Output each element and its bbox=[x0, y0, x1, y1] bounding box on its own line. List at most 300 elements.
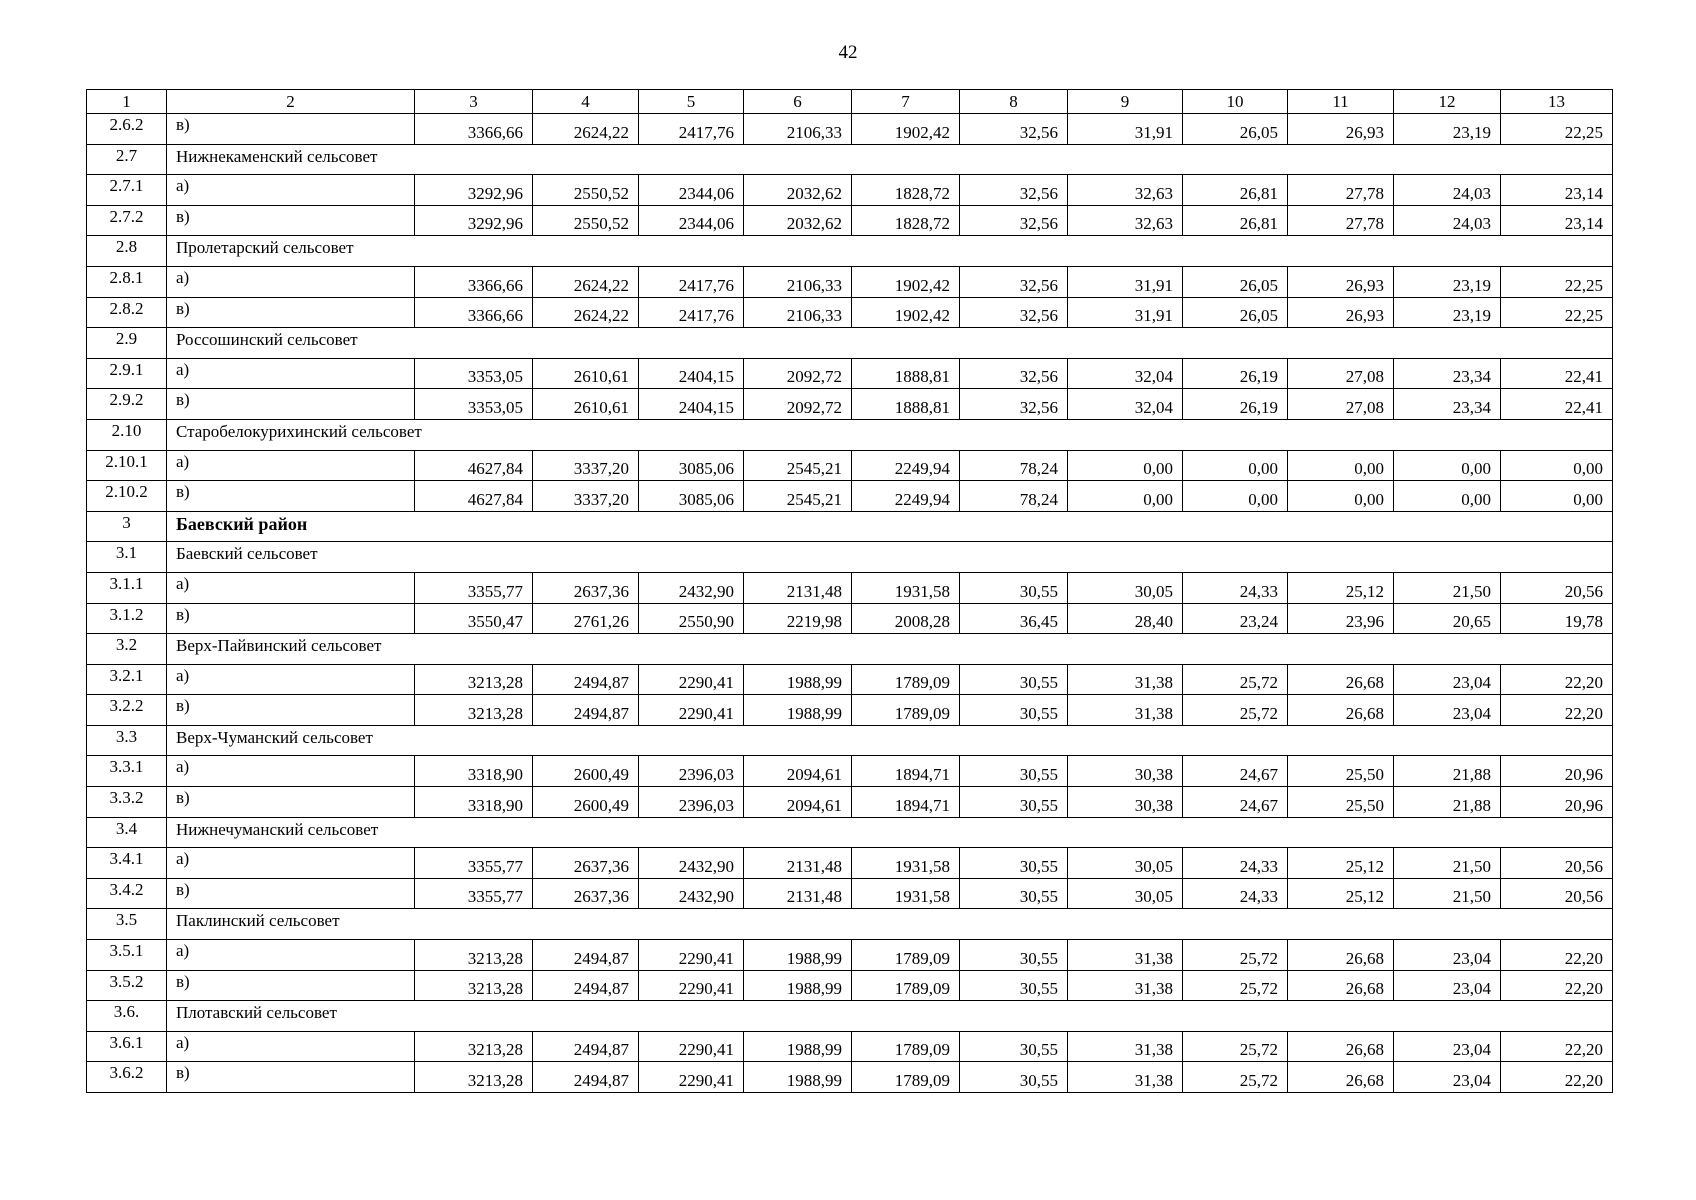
value-cell: 2008,28 bbox=[852, 603, 960, 634]
value-cell: 23,19 bbox=[1394, 266, 1501, 297]
value-cell: 22,41 bbox=[1501, 389, 1613, 420]
row-label: в) bbox=[167, 695, 415, 726]
value-cell: 26,81 bbox=[1183, 175, 1288, 206]
value-cell: 2344,06 bbox=[639, 175, 744, 206]
table-row bbox=[87, 114, 1613, 145]
table-row bbox=[87, 603, 1613, 634]
value-cell: 2417,76 bbox=[639, 114, 744, 145]
value-cell: 2106,33 bbox=[744, 114, 852, 145]
row-code: 3.1.2 bbox=[87, 603, 167, 634]
row-code: 3.1.1 bbox=[87, 572, 167, 603]
value-cell: 28,40 bbox=[1068, 603, 1183, 634]
value-cell: 26,68 bbox=[1288, 1031, 1394, 1062]
value-cell: 24,33 bbox=[1183, 848, 1288, 879]
value-cell: 23,14 bbox=[1501, 205, 1613, 236]
value-cell: 1828,72 bbox=[852, 175, 960, 206]
value-cell: 2404,15 bbox=[639, 358, 744, 389]
value-cell: 2092,72 bbox=[744, 389, 852, 420]
value-cell: 25,72 bbox=[1183, 695, 1288, 726]
value-cell: 2550,52 bbox=[533, 205, 639, 236]
value-cell: 2494,87 bbox=[533, 1062, 639, 1093]
value-cell: 1789,09 bbox=[852, 695, 960, 726]
row-label: в) bbox=[167, 878, 415, 909]
column-number-header: 3 bbox=[415, 90, 533, 114]
value-cell: 21,50 bbox=[1394, 572, 1501, 603]
value-cell: 26,93 bbox=[1288, 297, 1394, 328]
value-cell: 2624,22 bbox=[533, 266, 639, 297]
council-name: Плотавский сельсовет bbox=[167, 1001, 1613, 1032]
table-row bbox=[87, 878, 1613, 909]
value-cell: 3366,66 bbox=[415, 114, 533, 145]
row-label: а) bbox=[167, 940, 415, 971]
value-cell: 30,55 bbox=[960, 878, 1068, 909]
value-cell: 2032,62 bbox=[744, 205, 852, 236]
value-cell: 32,56 bbox=[960, 389, 1068, 420]
value-cell: 32,63 bbox=[1068, 205, 1183, 236]
row-code: 2.10.2 bbox=[87, 481, 167, 512]
value-cell: 22,20 bbox=[1501, 970, 1613, 1001]
value-cell: 32,56 bbox=[960, 358, 1068, 389]
value-cell: 3366,66 bbox=[415, 297, 533, 328]
value-cell: 0,00 bbox=[1501, 450, 1613, 481]
row-code: 2.10 bbox=[87, 419, 167, 450]
value-cell: 23,04 bbox=[1394, 664, 1501, 695]
value-cell: 2624,22 bbox=[533, 114, 639, 145]
table-row bbox=[87, 1062, 1613, 1093]
value-cell: 2404,15 bbox=[639, 389, 744, 420]
value-cell: 27,08 bbox=[1288, 389, 1394, 420]
value-cell: 1988,99 bbox=[744, 940, 852, 971]
value-cell: 31,38 bbox=[1068, 970, 1183, 1001]
value-cell: 20,56 bbox=[1501, 572, 1613, 603]
section-row bbox=[87, 725, 1613, 756]
value-cell: 2290,41 bbox=[639, 970, 744, 1001]
value-cell: 23,19 bbox=[1394, 297, 1501, 328]
value-cell: 32,56 bbox=[960, 297, 1068, 328]
value-cell: 32,04 bbox=[1068, 358, 1183, 389]
value-cell: 2610,61 bbox=[533, 389, 639, 420]
value-cell: 22,20 bbox=[1501, 664, 1613, 695]
value-cell: 2131,48 bbox=[744, 878, 852, 909]
value-cell: 20,96 bbox=[1501, 756, 1613, 787]
value-cell: 21,50 bbox=[1394, 878, 1501, 909]
value-cell: 22,20 bbox=[1501, 1062, 1613, 1093]
value-cell: 24,33 bbox=[1183, 878, 1288, 909]
table-row bbox=[87, 970, 1613, 1001]
value-cell: 2550,90 bbox=[639, 603, 744, 634]
row-code: 2.10.1 bbox=[87, 450, 167, 481]
table-row bbox=[87, 1031, 1613, 1062]
section-row bbox=[87, 634, 1613, 665]
row-code: 3.3 bbox=[87, 725, 167, 756]
value-cell: 31,91 bbox=[1068, 266, 1183, 297]
value-cell: 24,67 bbox=[1183, 756, 1288, 787]
table-row bbox=[87, 572, 1613, 603]
row-code: 3.2.2 bbox=[87, 695, 167, 726]
value-cell: 3337,20 bbox=[533, 450, 639, 481]
value-cell: 26,68 bbox=[1288, 940, 1394, 971]
value-cell: 1988,99 bbox=[744, 970, 852, 1001]
value-cell: 31,38 bbox=[1068, 1062, 1183, 1093]
value-cell: 30,05 bbox=[1068, 878, 1183, 909]
value-cell: 2432,90 bbox=[639, 572, 744, 603]
value-cell: 2494,87 bbox=[533, 1031, 639, 1062]
value-cell: 26,93 bbox=[1288, 114, 1394, 145]
value-cell: 1988,99 bbox=[744, 1031, 852, 1062]
value-cell: 26,05 bbox=[1183, 114, 1288, 145]
row-label: в) bbox=[167, 481, 415, 512]
value-cell: 2092,72 bbox=[744, 358, 852, 389]
value-cell: 26,93 bbox=[1288, 266, 1394, 297]
value-cell: 19,78 bbox=[1501, 603, 1613, 634]
council-name: Старобелокурихинский сельсовет bbox=[167, 419, 1613, 450]
value-cell: 0,00 bbox=[1183, 481, 1288, 512]
value-cell: 30,55 bbox=[960, 756, 1068, 787]
section-row bbox=[87, 419, 1613, 450]
value-cell: 2417,76 bbox=[639, 297, 744, 328]
value-cell: 2637,36 bbox=[533, 572, 639, 603]
section-row bbox=[87, 817, 1613, 848]
section-row bbox=[87, 236, 1613, 267]
value-cell: 30,05 bbox=[1068, 848, 1183, 879]
value-cell: 3213,28 bbox=[415, 940, 533, 971]
value-cell: 22,20 bbox=[1501, 1031, 1613, 1062]
value-cell: 26,68 bbox=[1288, 1062, 1394, 1093]
table-row bbox=[87, 756, 1613, 787]
value-cell: 25,72 bbox=[1183, 1031, 1288, 1062]
value-cell: 3213,28 bbox=[415, 664, 533, 695]
value-cell: 3213,28 bbox=[415, 970, 533, 1001]
value-cell: 1931,58 bbox=[852, 878, 960, 909]
row-code: 2.8.1 bbox=[87, 266, 167, 297]
value-cell: 24,03 bbox=[1394, 205, 1501, 236]
value-cell: 3318,90 bbox=[415, 756, 533, 787]
value-cell: 1902,42 bbox=[852, 114, 960, 145]
value-cell: 1902,42 bbox=[852, 297, 960, 328]
column-number-header: 10 bbox=[1183, 90, 1288, 114]
value-cell: 30,38 bbox=[1068, 787, 1183, 818]
table-row bbox=[87, 695, 1613, 726]
table-row bbox=[87, 787, 1613, 818]
value-cell: 1888,81 bbox=[852, 358, 960, 389]
value-cell: 2131,48 bbox=[744, 848, 852, 879]
row-label: в) bbox=[167, 787, 415, 818]
value-cell: 23,04 bbox=[1394, 940, 1501, 971]
value-cell: 22,20 bbox=[1501, 695, 1613, 726]
value-cell: 0,00 bbox=[1068, 481, 1183, 512]
value-cell: 3292,96 bbox=[415, 205, 533, 236]
row-label: в) bbox=[167, 205, 415, 236]
value-cell: 2094,61 bbox=[744, 787, 852, 818]
value-cell: 3366,66 bbox=[415, 266, 533, 297]
table-row bbox=[87, 175, 1613, 206]
value-cell: 2610,61 bbox=[533, 358, 639, 389]
value-cell: 27,08 bbox=[1288, 358, 1394, 389]
value-cell: 4627,84 bbox=[415, 450, 533, 481]
value-cell: 32,56 bbox=[960, 114, 1068, 145]
council-name: Нижнекаменский сельсовет bbox=[167, 144, 1613, 175]
section-row bbox=[87, 328, 1613, 359]
value-cell: 23,96 bbox=[1288, 603, 1394, 634]
value-cell: 24,67 bbox=[1183, 787, 1288, 818]
value-cell: 21,50 bbox=[1394, 848, 1501, 879]
row-code: 3.6.2 bbox=[87, 1062, 167, 1093]
value-cell: 26,05 bbox=[1183, 266, 1288, 297]
row-code: 2.8 bbox=[87, 236, 167, 267]
council-name: Верх-Чуманский сельсовет bbox=[167, 725, 1613, 756]
column-number-header: 11 bbox=[1288, 90, 1394, 114]
table-row bbox=[87, 389, 1613, 420]
value-cell: 1902,42 bbox=[852, 266, 960, 297]
value-cell: 3337,20 bbox=[533, 481, 639, 512]
value-cell: 3085,06 bbox=[639, 481, 744, 512]
value-cell: 0,00 bbox=[1394, 481, 1501, 512]
value-cell: 2494,87 bbox=[533, 940, 639, 971]
row-code: 3.2.1 bbox=[87, 664, 167, 695]
row-code: 3.2 bbox=[87, 634, 167, 665]
value-cell: 22,20 bbox=[1501, 940, 1613, 971]
value-cell: 22,25 bbox=[1501, 297, 1613, 328]
value-cell: 30,55 bbox=[960, 848, 1068, 879]
header-row bbox=[87, 90, 1613, 114]
value-cell: 3085,06 bbox=[639, 450, 744, 481]
value-cell: 3353,05 bbox=[415, 358, 533, 389]
column-number-header: 1 bbox=[87, 90, 167, 114]
row-code: 3.1 bbox=[87, 542, 167, 573]
value-cell: 27,78 bbox=[1288, 175, 1394, 206]
column-number-header: 7 bbox=[852, 90, 960, 114]
value-cell: 23,04 bbox=[1394, 695, 1501, 726]
row-code: 3.3.2 bbox=[87, 787, 167, 818]
value-cell: 30,55 bbox=[960, 970, 1068, 1001]
row-label: а) bbox=[167, 1031, 415, 1062]
column-number-header: 5 bbox=[639, 90, 744, 114]
value-cell: 0,00 bbox=[1068, 450, 1183, 481]
value-cell: 27,78 bbox=[1288, 205, 1394, 236]
column-number-header: 13 bbox=[1501, 90, 1613, 114]
row-code: 2.7.2 bbox=[87, 205, 167, 236]
value-cell: 1888,81 bbox=[852, 389, 960, 420]
value-cell: 4627,84 bbox=[415, 481, 533, 512]
table-row bbox=[87, 940, 1613, 971]
value-cell: 30,55 bbox=[960, 787, 1068, 818]
value-cell: 25,72 bbox=[1183, 664, 1288, 695]
table-row bbox=[87, 848, 1613, 879]
value-cell: 25,72 bbox=[1183, 1062, 1288, 1093]
value-cell: 30,55 bbox=[960, 664, 1068, 695]
value-cell: 30,55 bbox=[960, 695, 1068, 726]
value-cell: 2219,98 bbox=[744, 603, 852, 634]
value-cell: 3355,77 bbox=[415, 848, 533, 879]
value-cell: 2550,52 bbox=[533, 175, 639, 206]
column-number-header: 2 bbox=[167, 90, 415, 114]
value-cell: 30,05 bbox=[1068, 572, 1183, 603]
value-cell: 1988,99 bbox=[744, 695, 852, 726]
value-cell: 2494,87 bbox=[533, 695, 639, 726]
section-row bbox=[87, 144, 1613, 175]
table-row bbox=[87, 297, 1613, 328]
value-cell: 2545,21 bbox=[744, 481, 852, 512]
value-cell: 20,56 bbox=[1501, 878, 1613, 909]
row-label: а) bbox=[167, 175, 415, 206]
row-code: 2.6.2 bbox=[87, 114, 167, 145]
value-cell: 3213,28 bbox=[415, 695, 533, 726]
value-cell: 32,04 bbox=[1068, 389, 1183, 420]
value-cell: 32,56 bbox=[960, 175, 1068, 206]
value-cell: 2094,61 bbox=[744, 756, 852, 787]
section-row bbox=[87, 909, 1613, 940]
row-code: 3.6.1 bbox=[87, 1031, 167, 1062]
value-cell: 25,72 bbox=[1183, 940, 1288, 971]
value-cell: 1789,09 bbox=[852, 664, 960, 695]
row-code: 3.5.1 bbox=[87, 940, 167, 971]
value-cell: 2432,90 bbox=[639, 878, 744, 909]
value-cell: 21,88 bbox=[1394, 756, 1501, 787]
value-cell: 2106,33 bbox=[744, 297, 852, 328]
value-cell: 21,88 bbox=[1394, 787, 1501, 818]
value-cell: 2290,41 bbox=[639, 664, 744, 695]
row-label: в) bbox=[167, 970, 415, 1001]
council-name: Верх-Пайвинский сельсовет bbox=[167, 634, 1613, 665]
district-name: Баевский район bbox=[167, 511, 1613, 542]
value-cell: 3318,90 bbox=[415, 787, 533, 818]
section-row bbox=[87, 1001, 1613, 1032]
value-cell: 3292,96 bbox=[415, 175, 533, 206]
value-cell: 20,96 bbox=[1501, 787, 1613, 818]
value-cell: 1931,58 bbox=[852, 848, 960, 879]
value-cell: 20,65 bbox=[1394, 603, 1501, 634]
value-cell: 31,91 bbox=[1068, 114, 1183, 145]
row-label: в) bbox=[167, 389, 415, 420]
value-cell: 25,72 bbox=[1183, 970, 1288, 1001]
value-cell: 2249,94 bbox=[852, 450, 960, 481]
row-label: в) bbox=[167, 297, 415, 328]
value-cell: 1894,71 bbox=[852, 756, 960, 787]
value-cell: 2545,21 bbox=[744, 450, 852, 481]
row-label: а) bbox=[167, 572, 415, 603]
value-cell: 0,00 bbox=[1394, 450, 1501, 481]
value-cell: 26,81 bbox=[1183, 205, 1288, 236]
value-cell: 2290,41 bbox=[639, 695, 744, 726]
row-code: 3 bbox=[87, 511, 167, 542]
row-label: в) bbox=[167, 114, 415, 145]
value-cell: 26,68 bbox=[1288, 970, 1394, 1001]
value-cell: 1828,72 bbox=[852, 205, 960, 236]
value-cell: 1988,99 bbox=[744, 1062, 852, 1093]
column-number-header: 6 bbox=[744, 90, 852, 114]
row-label: а) bbox=[167, 450, 415, 481]
value-cell: 2344,06 bbox=[639, 205, 744, 236]
value-cell: 2761,26 bbox=[533, 603, 639, 634]
page-number: 42 bbox=[838, 42, 858, 63]
value-cell: 2600,49 bbox=[533, 756, 639, 787]
row-label: а) bbox=[167, 756, 415, 787]
value-cell: 2494,87 bbox=[533, 664, 639, 695]
value-cell: 2624,22 bbox=[533, 297, 639, 328]
value-cell: 0,00 bbox=[1183, 450, 1288, 481]
table-row bbox=[87, 205, 1613, 236]
value-cell: 23,04 bbox=[1394, 1031, 1501, 1062]
table-row bbox=[87, 481, 1613, 512]
value-cell: 30,55 bbox=[960, 572, 1068, 603]
value-cell: 24,03 bbox=[1394, 175, 1501, 206]
column-number-header: 9 bbox=[1068, 90, 1183, 114]
value-cell: 31,38 bbox=[1068, 940, 1183, 971]
value-cell: 1789,09 bbox=[852, 1031, 960, 1062]
row-label: а) bbox=[167, 266, 415, 297]
row-label: а) bbox=[167, 358, 415, 389]
value-cell: 1894,71 bbox=[852, 787, 960, 818]
value-cell: 23,04 bbox=[1394, 970, 1501, 1001]
row-code: 3.4.2 bbox=[87, 878, 167, 909]
value-cell: 22,41 bbox=[1501, 358, 1613, 389]
value-cell: 31,38 bbox=[1068, 664, 1183, 695]
council-name: Паклинский сельсовет bbox=[167, 909, 1613, 940]
value-cell: 1789,09 bbox=[852, 940, 960, 971]
value-cell: 2637,36 bbox=[533, 878, 639, 909]
value-cell: 31,91 bbox=[1068, 297, 1183, 328]
value-cell: 23,34 bbox=[1394, 358, 1501, 389]
row-label: а) bbox=[167, 664, 415, 695]
value-cell: 30,55 bbox=[960, 1031, 1068, 1062]
value-cell: 1789,09 bbox=[852, 1062, 960, 1093]
council-name: Баевский сельсовет bbox=[167, 542, 1613, 573]
council-name: Пролетарский сельсовет bbox=[167, 236, 1613, 267]
value-cell: 25,12 bbox=[1288, 572, 1394, 603]
value-cell: 23,19 bbox=[1394, 114, 1501, 145]
value-cell: 2106,33 bbox=[744, 266, 852, 297]
value-cell: 26,19 bbox=[1183, 389, 1288, 420]
value-cell: 25,12 bbox=[1288, 848, 1394, 879]
value-cell: 2290,41 bbox=[639, 940, 744, 971]
value-cell: 26,19 bbox=[1183, 358, 1288, 389]
value-cell: 2494,87 bbox=[533, 970, 639, 1001]
council-name: Нижнечуманский сельсовет bbox=[167, 817, 1613, 848]
row-code: 2.7 bbox=[87, 144, 167, 175]
row-label: а) bbox=[167, 848, 415, 879]
value-cell: 30,55 bbox=[960, 940, 1068, 971]
value-cell: 3355,77 bbox=[415, 572, 533, 603]
value-cell: 30,55 bbox=[960, 1062, 1068, 1093]
council-name: Россошинский сельсовет bbox=[167, 328, 1613, 359]
row-code: 3.5.2 bbox=[87, 970, 167, 1001]
value-cell: 2417,76 bbox=[639, 266, 744, 297]
value-cell: 32,56 bbox=[960, 205, 1068, 236]
value-cell: 30,38 bbox=[1068, 756, 1183, 787]
value-cell: 36,45 bbox=[960, 603, 1068, 634]
row-code: 2.7.1 bbox=[87, 175, 167, 206]
value-cell: 2396,03 bbox=[639, 756, 744, 787]
value-cell: 1789,09 bbox=[852, 970, 960, 1001]
row-code: 3.3.1 bbox=[87, 756, 167, 787]
value-cell: 26,05 bbox=[1183, 297, 1288, 328]
value-cell: 2131,48 bbox=[744, 572, 852, 603]
table-row bbox=[87, 664, 1613, 695]
row-code: 2.8.2 bbox=[87, 297, 167, 328]
value-cell: 32,63 bbox=[1068, 175, 1183, 206]
column-number-header: 12 bbox=[1394, 90, 1501, 114]
value-cell: 78,24 bbox=[960, 450, 1068, 481]
row-code: 3.5 bbox=[87, 909, 167, 940]
value-cell: 78,24 bbox=[960, 481, 1068, 512]
value-cell: 26,68 bbox=[1288, 695, 1394, 726]
row-code: 2.9 bbox=[87, 328, 167, 359]
value-cell: 2600,49 bbox=[533, 787, 639, 818]
value-cell: 1988,99 bbox=[744, 664, 852, 695]
value-cell: 23,04 bbox=[1394, 1062, 1501, 1093]
value-cell: 2290,41 bbox=[639, 1062, 744, 1093]
value-cell: 3353,05 bbox=[415, 389, 533, 420]
